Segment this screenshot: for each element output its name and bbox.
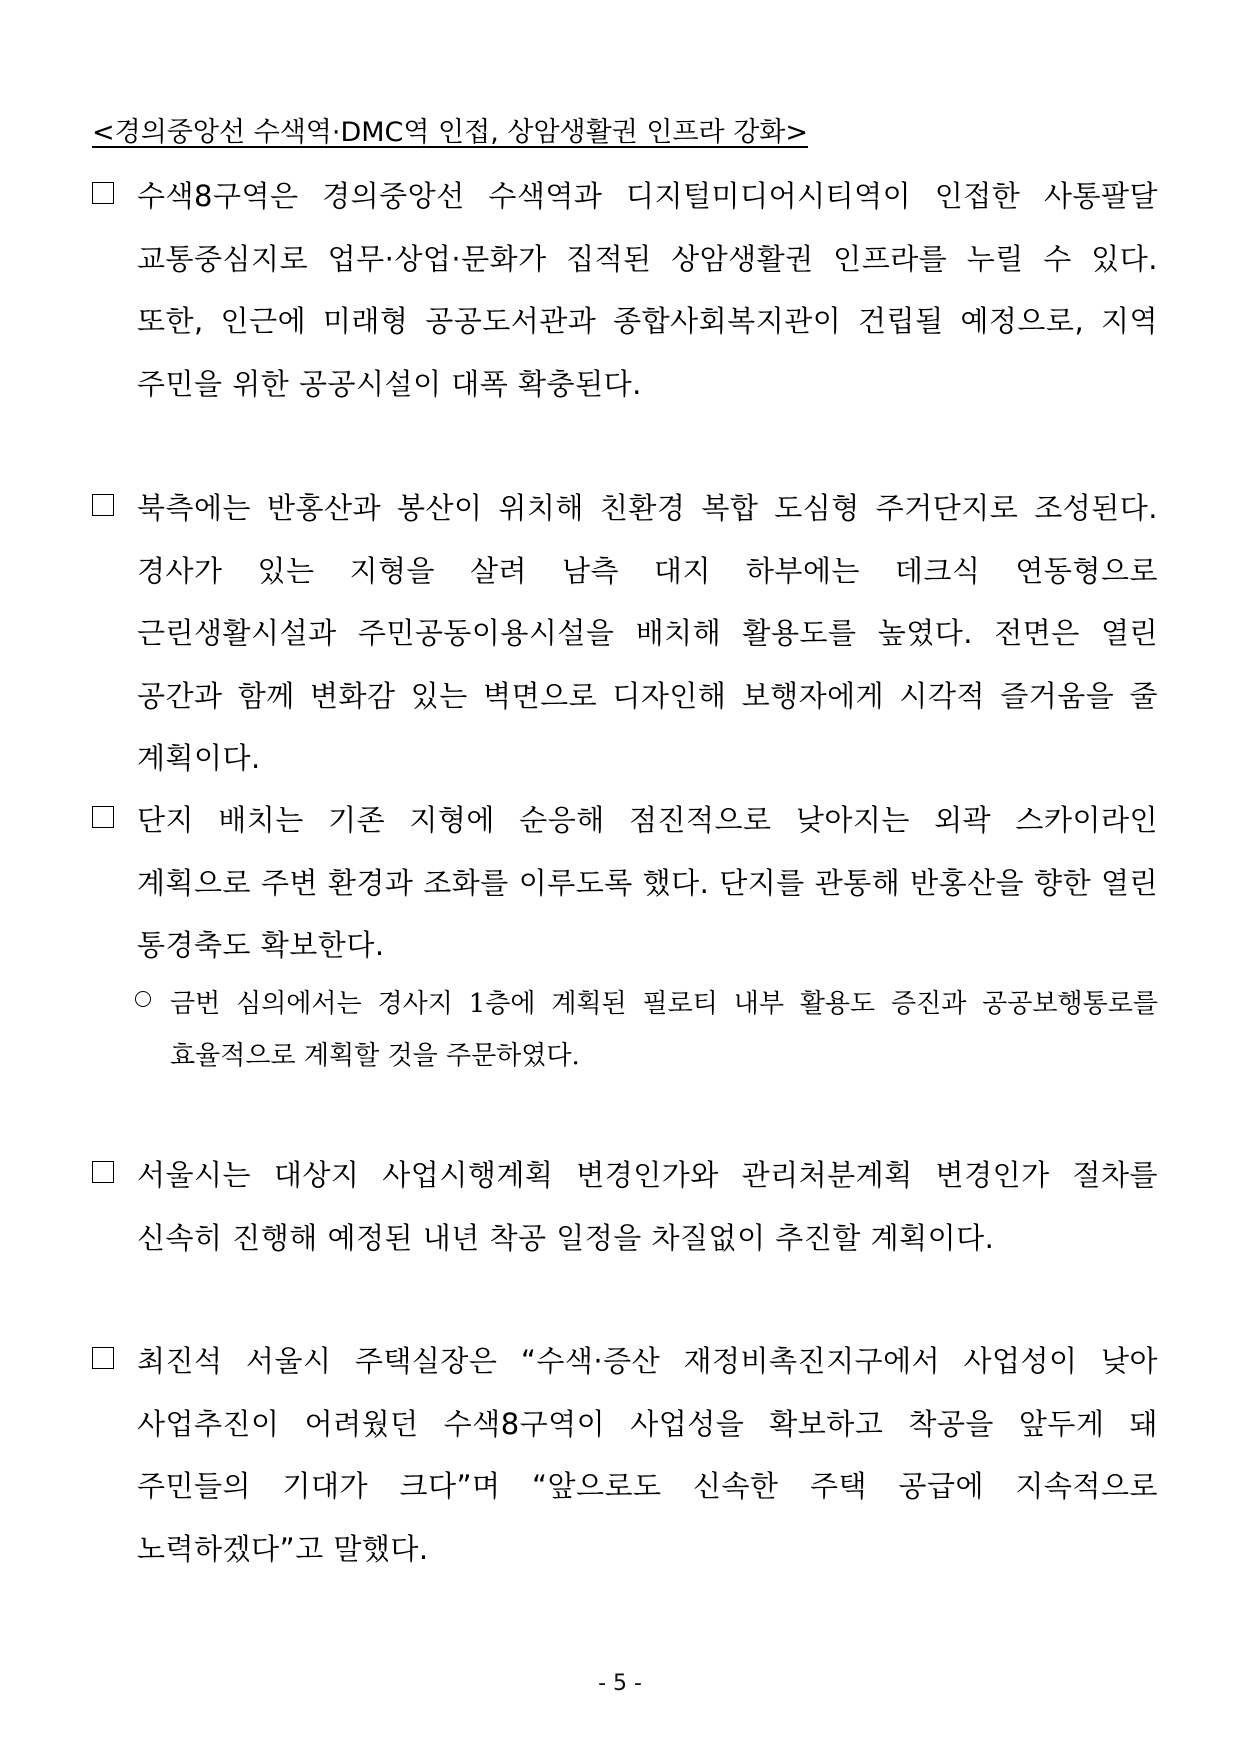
- circle-bullet-icon: [135, 991, 151, 1007]
- square-bullet-icon: [92, 1161, 114, 1183]
- square-bullet-icon: [92, 1347, 114, 1369]
- paragraph-text: 수색8구역은 경의중앙선 수색역과 디지털미디어시티역이 인접한 사통팔달 교통중심지로 업무·상업·문화가 집적된 상암생활권 인프라를 누릴 수 있다. 또한, 인근에 미래형 공공도서관과 종합사회복지관이 건립될 예정으로, 지역 주민을 위한 공공시설이 대폭 확충된다.: [137, 179, 1158, 401]
- sub-item-text: 금번 심의에서는 경사지 1층에 계획된 필로티 내부 활용도 증진과 공공보행통로를 효율적으로 계획할 것을 주문하였다.: [170, 989, 1158, 1071]
- paragraph-schedule: [92, 1144, 1158, 1269]
- page-number: - 5 -: [598, 1671, 642, 1696]
- paragraph-text: 최진석 서울시 주택실장은 “수색·증산 재정비촉진지구에서 사업성이 낮아 사업추진이 어려웠던 수색8구역이 사업성을 확보하고 착공을 앞두게 돼 주민들의 기대가 크다”며 “앞으로도 신속한 주택 공급에 지속적으로 노력하겠다”고 말했다.: [137, 1344, 1158, 1566]
- square-bullet-icon: [92, 494, 114, 516]
- paragraph-text: 북측에는 반홍산과 봉산이 위치해 친환경 복합 도심형 주거단지로 조성된다. 경사가 있는 지형을 살려 남측 대지 하부에는 데크식 연동형으로 근린생활시설과 주민공동이용시설을 배치해 활용도를 높였다. 전면은 열린 공간과 함께 변화감 있는 벽면으로 디자인해 보행자에게 시각적 즐거움을 줄 계획이다.: [137, 491, 1158, 776]
- sub-item-review: [135, 978, 1158, 1082]
- square-bullet-icon: [92, 806, 114, 828]
- paragraph-text: 서울시는 대상지 사업시행계획 변경인가와 관리처분계획 변경인가 절차를 신속히 진행해 예정된 내년 착공 일정을 차질없이 추진할 계획이다.: [137, 1158, 1158, 1255]
- section-heading: <경의중앙선 수색역·DMC역 인접, 상암생활권 인프라 강화>: [92, 117, 808, 148]
- paragraph-layout: [92, 789, 1158, 977]
- paragraph-environment: [92, 477, 1158, 790]
- paragraph-quote: [92, 1330, 1158, 1580]
- paragraph-transport: [92, 165, 1158, 415]
- paragraph-text: 단지 배치는 기존 지형에 순응해 점진적으로 낮아지는 외곽 스카이라인 계획으로 주변 환경과 조화를 이루도록 했다. 단지를 관통해 반홍산을 향한 열린 통경축도 확보한다.: [137, 803, 1158, 963]
- square-bullet-icon: [92, 182, 114, 204]
